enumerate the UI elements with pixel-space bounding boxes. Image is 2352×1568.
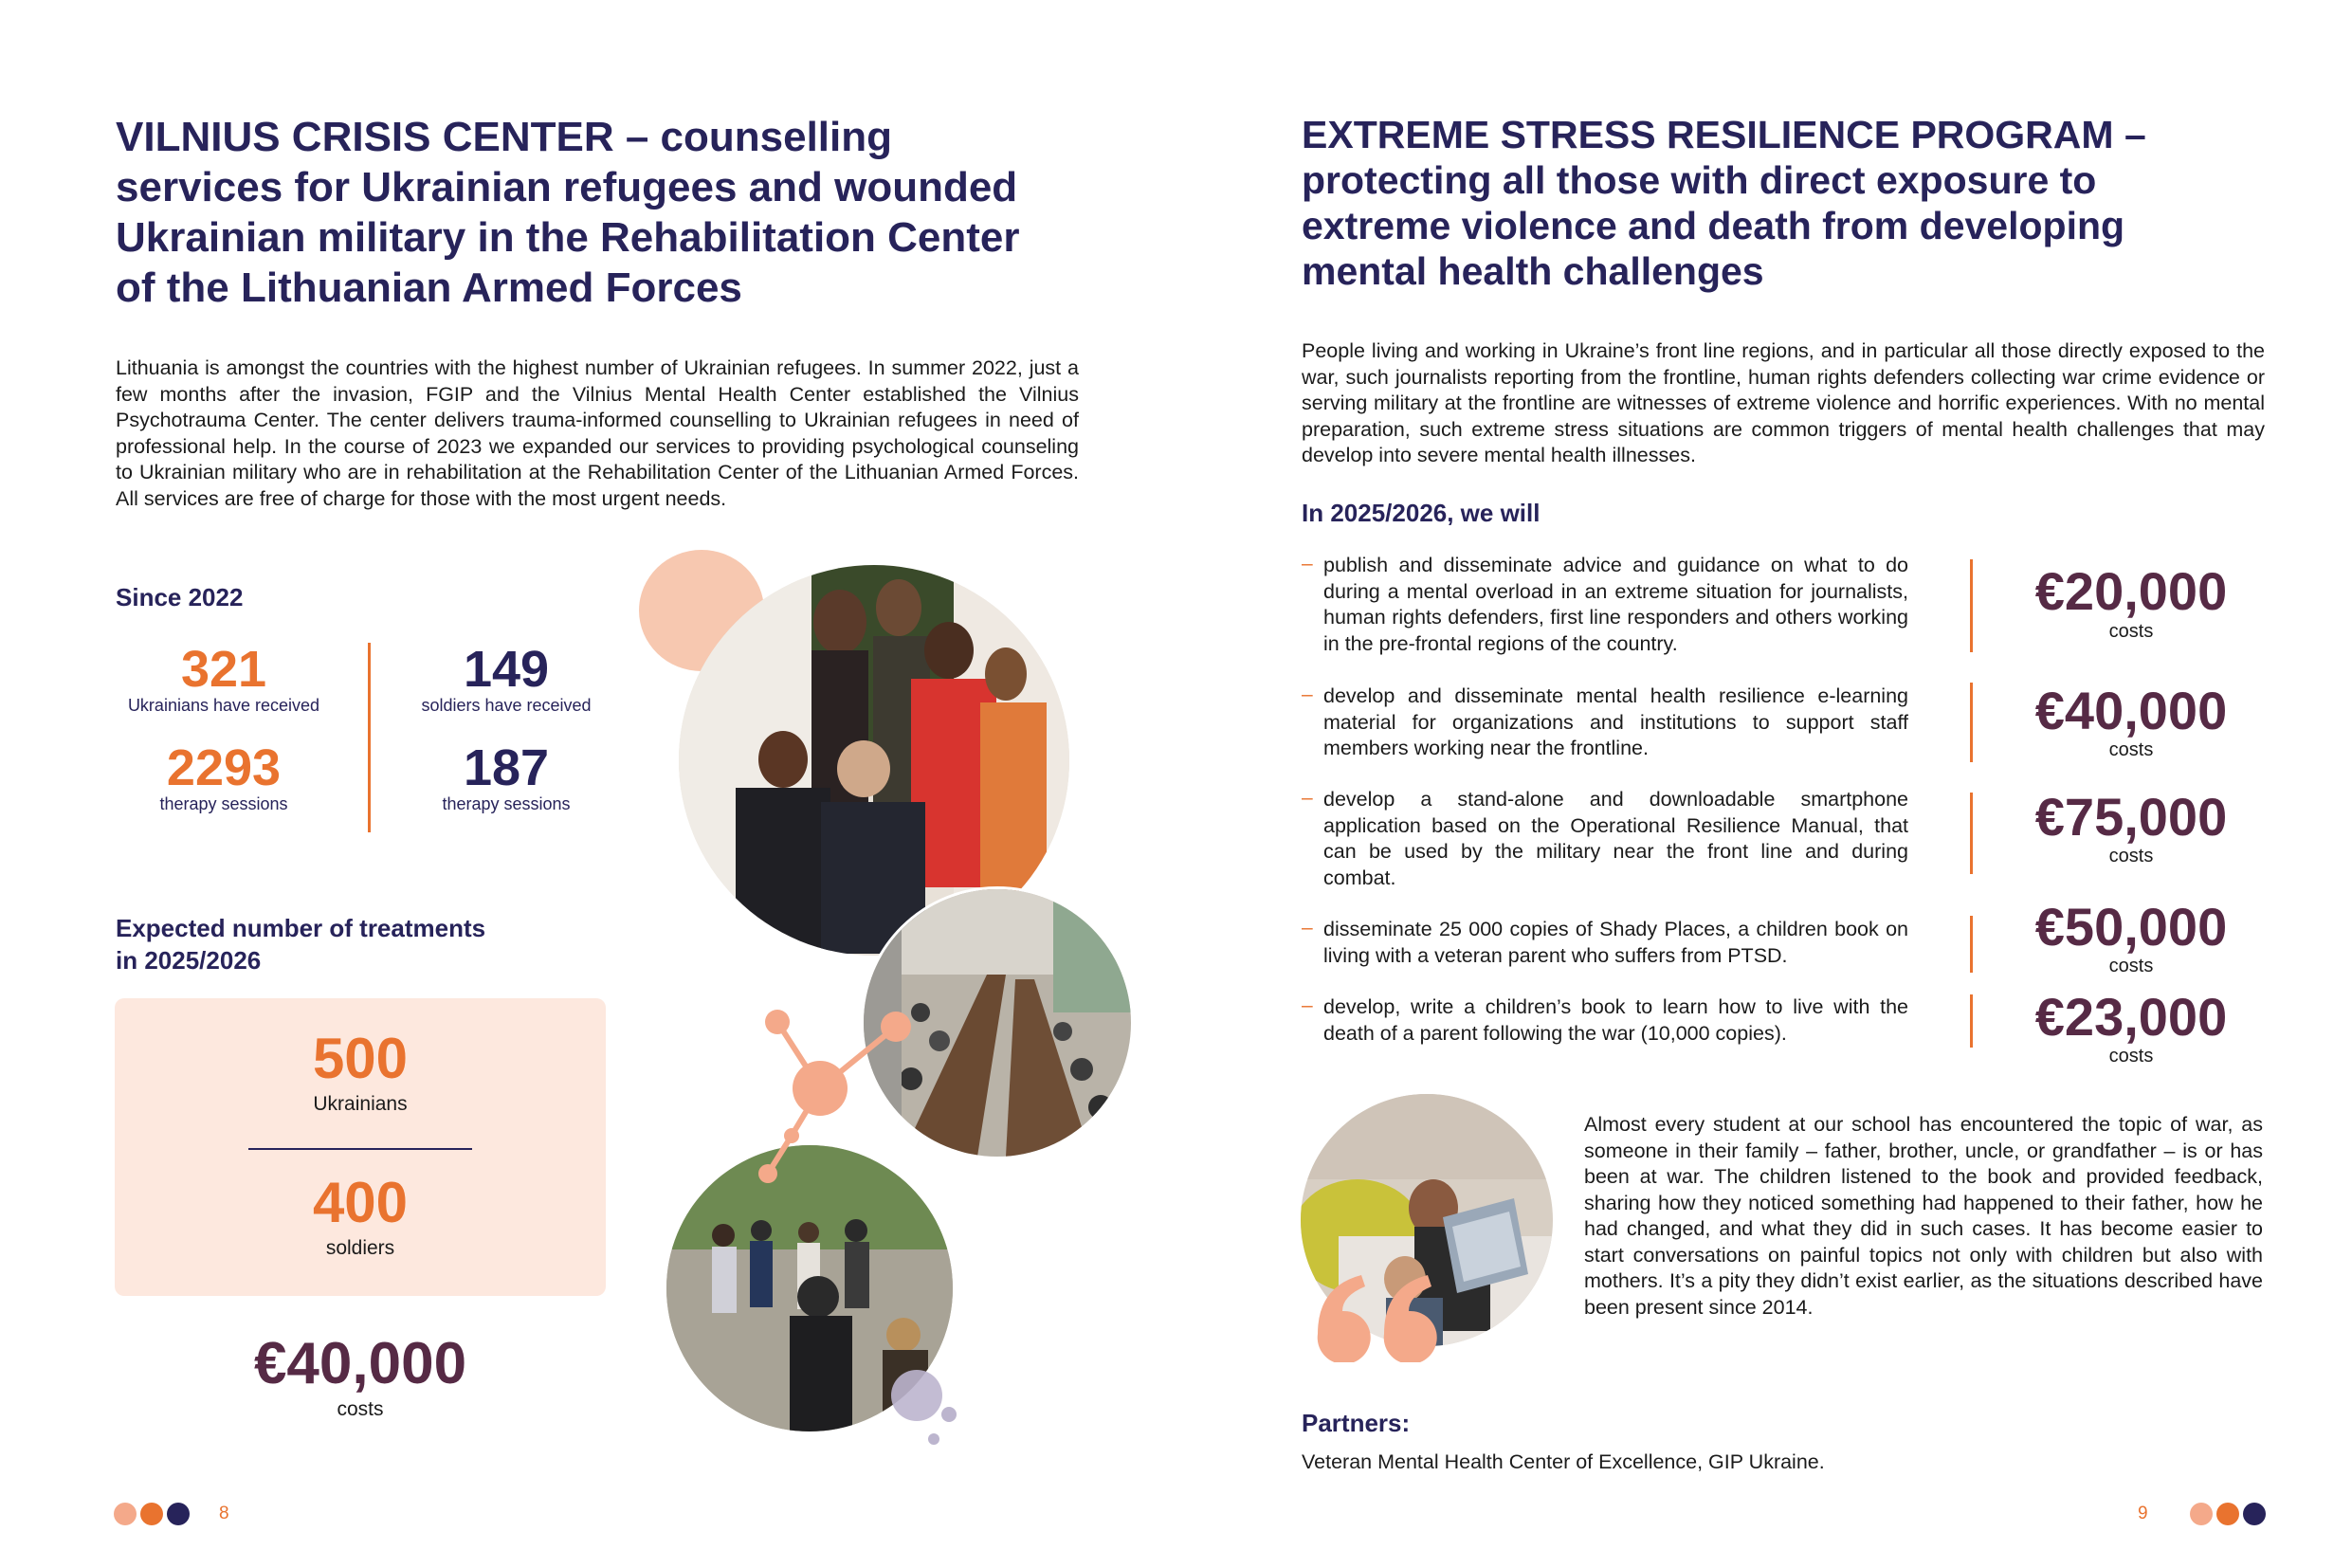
stat-soldiers-label: soldiers have received bbox=[421, 696, 592, 715]
footer-dot-orange bbox=[140, 1503, 163, 1525]
cost-label: costs bbox=[2108, 956, 2154, 976]
cost-label: costs bbox=[2108, 1046, 2154, 1067]
stat-ukrainians-value: 321 bbox=[180, 641, 267, 698]
footer-dot-navy bbox=[167, 1503, 190, 1525]
partners-text: Veteran Mental Health Center of Excellence, GIP Ukraine. bbox=[1302, 1450, 1825, 1473]
plan-heading: In 2025/2026, we will bbox=[1302, 499, 1541, 527]
partners-heading: Partners: bbox=[1302, 1409, 1411, 1437]
footer-dot-navy bbox=[2243, 1503, 2266, 1525]
cost-bar bbox=[1970, 916, 1973, 973]
left-page-title: VILNIUS CRISIS CENTER – counselling services for Ukrainian refugees and wounded Ukrainian military in the Rehabilitation Center of the Lithuanian Armed Forces bbox=[116, 114, 1020, 311]
testimonial-quote: Almost every student at our school has encountered the topic of war, as someone in their family – father, brother, uncle, or grandfather – is or has been at war. The children listened to the book and provided feedback, sharing how they noticed something had happened to their father, how he had changed, and what they did in such cases. It has become easier to start conversations on painful topics not only with children but also with mothers. It’s a pity they didn’t exist earlier, as the situations described have been present since 2014. bbox=[1584, 1113, 2263, 1319]
plan-item-text: develop, write a children’s book to learn how to live with the death of a parent following the war (10,000 copies). bbox=[1323, 995, 1908, 1045]
footer-dot-peach bbox=[2190, 1503, 2213, 1525]
expected-ukrainians-value: 500 bbox=[312, 1027, 409, 1090]
molecule-decoration bbox=[754, 1003, 915, 1193]
cost-value: €50,000 bbox=[2034, 897, 2228, 957]
footer-dot-peach bbox=[114, 1503, 137, 1525]
expected-soldiers-value: 400 bbox=[312, 1171, 409, 1234]
footer-dot-orange bbox=[2216, 1503, 2239, 1525]
stat-ukrainian-sessions-label: therapy sessions bbox=[159, 794, 288, 813]
plan-item-5 bbox=[1302, 994, 1908, 1047]
quote-mark-icon bbox=[1316, 1273, 1439, 1362]
expected-treatments-box bbox=[115, 998, 606, 1296]
stat-soldiers-value: 149 bbox=[463, 641, 550, 698]
cost-value: €23,000 bbox=[2034, 987, 2228, 1047]
cost-bar bbox=[1970, 559, 1973, 652]
cost-value: €20,000 bbox=[2034, 561, 2228, 621]
bullet-dash: – bbox=[1302, 553, 1313, 574]
stat-soldier-sessions-value: 187 bbox=[463, 739, 550, 796]
expected-heading bbox=[116, 912, 485, 976]
plan-item-2 bbox=[1302, 684, 1908, 762]
bullet-dash: – bbox=[1302, 994, 1313, 1016]
stat-ukrainian-sessions-value: 2293 bbox=[166, 739, 282, 796]
stat-ukrainians-label: Ukrainians have received bbox=[127, 696, 320, 715]
cost-label: costs bbox=[2108, 846, 2154, 866]
right-intro-paragraph: People living and working in Ukraine’s front line regions, and in particular all those directly exposed to the war, such journalists reporting from the frontline, human rights defenders collecting war crime evidence or serving military at the frontline are witnesses of extreme violence and horrific experiences. With no mental preparation, such extreme stress situations are common triggers of mental health challenges that may develop into severe mental health illnesses. bbox=[1302, 339, 2265, 466]
stats-divider bbox=[368, 643, 371, 832]
left-cost-label: costs bbox=[337, 1398, 384, 1420]
plan-item-4 bbox=[1302, 917, 1908, 969]
bullet-dash: – bbox=[1302, 787, 1313, 809]
cost-bar bbox=[1970, 793, 1973, 874]
left-cost-value: €40,000 bbox=[253, 1331, 467, 1396]
cost-value: €40,000 bbox=[2034, 681, 2228, 740]
left-page-number: 8 bbox=[219, 1504, 229, 1523]
plan-item-3 bbox=[1302, 787, 1908, 891]
expected-heading-line1: Expected number of treatments bbox=[116, 914, 486, 942]
stat-soldier-sessions-label: therapy sessions bbox=[442, 794, 571, 813]
right-page-number: 9 bbox=[2138, 1504, 2148, 1523]
expected-ukrainians-label: Ukrainians bbox=[313, 1093, 408, 1115]
plan-item-text: disseminate 25 000 copies of Shady Places, a children book on living with a veteran parent who suffers from PTSD. bbox=[1323, 918, 1908, 967]
bullet-dash: – bbox=[1302, 917, 1313, 939]
cost-label: costs bbox=[2108, 739, 2154, 760]
expected-heading-line2: in 2025/2026 bbox=[116, 946, 262, 975]
left-intro-paragraph: Lithuania is amongst the countries with the highest number of Ukrainian refugees. In summer 2022, just a few months after the invasion, FGIP and the Vilnius Mental Health Center established the Vilnius Psychotrauma Center. The center delivers trauma-informed counselling to Ukrainian refugees in need of professional help. In the course of 2023 we expanded our services to providing psychological counseling to Ukrainian military who are in rehabilitation at the Rehabilitation Center of the Lithuanian Armed Forces. All services are free of charge for those with the most urgent needs. bbox=[116, 356, 1079, 510]
right-page-title: EXTREME STRESS RESILIENCE PROGRAM – protecting all those with direct exposure to extreme violence and death from developing mental health challenges bbox=[1302, 113, 2146, 293]
plan-item-text: develop a stand-alone and downloadable smartphone application based on the Operational Resilience Manual, that can be used by the military near the front line and during combat. bbox=[1323, 788, 1908, 889]
since-heading: Since 2022 bbox=[116, 583, 244, 611]
cost-label: costs bbox=[2108, 621, 2154, 642]
expected-soldiers-label: soldiers bbox=[325, 1237, 395, 1259]
plan-item-text: publish and disseminate advice and guidance on what to do during a mental overload in an extreme situation for journalists, human rights defenders, first line responders and others working in the pre-frontal regions of the country. bbox=[1323, 554, 1908, 655]
expected-divider bbox=[248, 1148, 472, 1150]
plan-item-1 bbox=[1302, 553, 1908, 657]
bullet-dash: – bbox=[1302, 684, 1313, 705]
cost-value: €75,000 bbox=[2034, 787, 2228, 847]
cost-bar bbox=[1970, 683, 1973, 762]
lilac-dots-decoration bbox=[886, 1358, 962, 1445]
cost-bar bbox=[1970, 994, 1973, 1048]
plan-item-text: develop and disseminate mental health resilience e-learning material for organizations and institutions to support staff members working near the frontline. bbox=[1323, 684, 1908, 759]
